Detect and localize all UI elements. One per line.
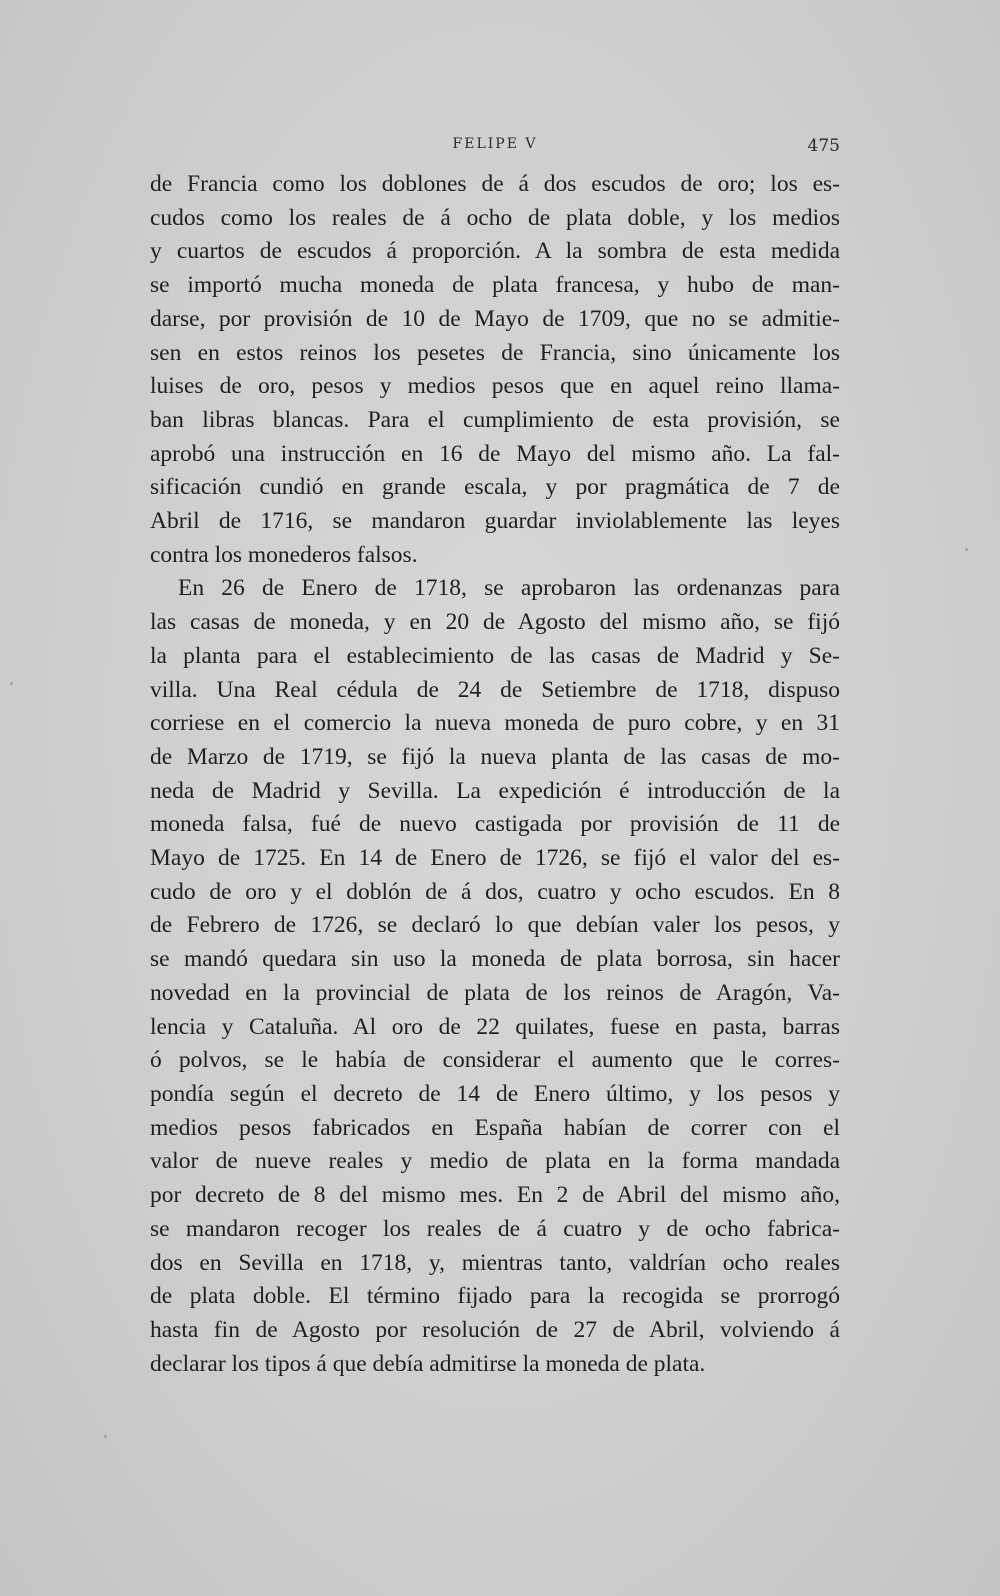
text-line: la planta para el establecimiento de las casas de Madrid y Se- <box>150 642 840 669</box>
text-line: sen en estos reinos los pesetes de Francia, sino únicamente los <box>150 339 840 366</box>
text-line: ó polvos, se le había de considerar el aumento que le corres- <box>150 1047 840 1074</box>
text-line: neda de Madrid y Sevilla. La expedición é introducción de la <box>150 777 840 804</box>
paper-speck <box>10 682 13 685</box>
text-line: y cuartos de escudos á proporción. A la sombra de esta medida <box>150 238 840 265</box>
text-line: Mayo de 1725. En 14 de Enero de 1726, se fijó el valor del es- <box>150 845 840 872</box>
text-line: aprobó una instrucción en 16 de Mayo del mismo año. La fal- <box>150 440 840 467</box>
text-line: hasta fin de Agosto por resolución de 27 de Abril, volviendo á <box>150 1316 840 1343</box>
text-line: corriese en el comercio la nueva moneda de puro cobre, y en 31 <box>150 710 840 737</box>
text-line: valor de nueve reales y medio de plata en la forma mandada <box>150 1148 840 1175</box>
text-line: de Marzo de 1719, se fijó la nueva planta de las casas de mo- <box>150 743 840 770</box>
paper-speck <box>104 1435 107 1438</box>
text-line: se mandaron recoger los reales de á cuatro y de ocho fabrica- <box>150 1215 840 1242</box>
text-line: ban libras blancas. Para el cumplimiento de esta provisión, se <box>150 406 840 433</box>
text-line: contra los monederos falsos. <box>150 541 418 568</box>
text-line: sificación cundió en grande escala, y por pragmática de 7 de <box>150 474 840 501</box>
text-line: lencia y Cataluña. Al oro de 22 quilates, fuese en pasta, barras <box>150 1013 840 1040</box>
text-line: medios pesos fabricados en España habían de correr con el <box>150 1114 840 1141</box>
text-line: cudos como los reales de á ocho de plata doble, y los medios <box>150 204 840 231</box>
page-number: 475 <box>807 136 840 156</box>
text-line: villa. Una Real cédula de 24 de Setiembre de 1718, dispuso <box>150 676 840 703</box>
running-head <box>150 136 840 160</box>
text-line: se importó mucha moneda de plata francesa, y hubo de man- <box>150 272 840 299</box>
text-line: dos en Sevilla en 1718, y, mientras tanto, valdrían ocho reales <box>150 1249 840 1276</box>
text-line: por decreto de 8 del mismo mes. En 2 de Abril del mismo año, <box>150 1182 840 1209</box>
text-line: pondía según el decreto de 14 de Enero último, y los pesos y <box>150 1080 840 1107</box>
text-line: En 26 de Enero de 1718, se aprobaron las ordenanzas para <box>178 575 840 602</box>
text-line: moneda falsa, fué de nuevo castigada por provisión de 11 de <box>150 811 840 838</box>
text-line: de Febrero de 1726, se declaró lo que debían valer los pesos, y <box>150 912 840 939</box>
text-line: cudo de oro y el doblón de á dos, cuatro y ocho escudos. En 8 <box>150 878 840 905</box>
text-line: de Francia como los doblones de á dos escudos de oro; los es- <box>150 171 840 197</box>
text-line: Abril de 1716, se mandaron guardar inviolablemente las leyes <box>150 508 840 535</box>
text-line: darse, por provisión de 10 de Mayo de 1709, que no se admitie- <box>150 305 840 332</box>
text-line: luises de oro, pesos y medios pesos que en aquel reino llama- <box>150 373 840 400</box>
body-text <box>150 168 840 1381</box>
text-line: novedad en la provincial de plata de los reinos de Aragón, Va- <box>150 979 840 1006</box>
paragraph-1 <box>150 168 840 572</box>
text-line: las casas de moneda, y en 20 de Agosto del mismo año, se fijó <box>150 609 840 636</box>
text-line: declarar los tipos á que debía admitirse la moneda de plata. <box>150 1350 706 1377</box>
paragraph-2 <box>150 572 840 1381</box>
text-line: de plata doble. El término fijado para la recogida se prorrogó <box>150 1283 840 1310</box>
running-title: FELIPE V <box>452 136 538 152</box>
text-line: se mandó quedara sin uso la moneda de plata borrosa, sin hacer <box>150 946 840 973</box>
paper-speck <box>965 548 968 551</box>
